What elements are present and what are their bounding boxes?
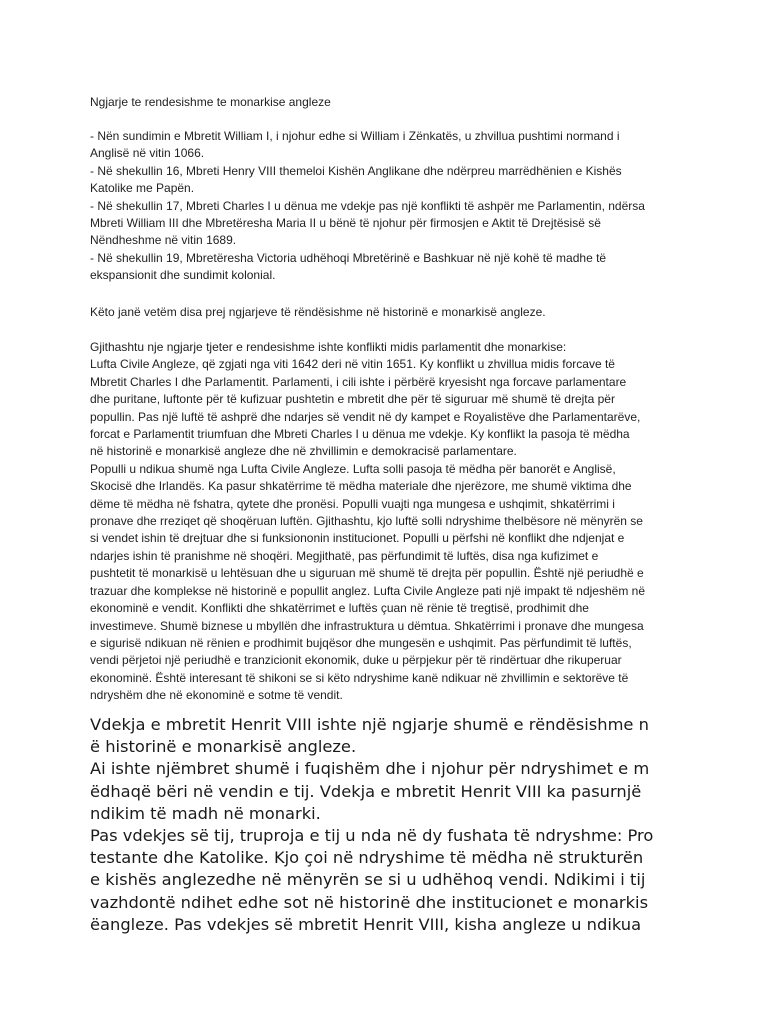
paragraph-line: popullin. Pas një luftë të ashprë dhe ndarjes së vendit në dy kampet e Royalistëve dhe Parlamentarëve, (90, 409, 641, 424)
paragraph-line: ndryshëm dhe në ekonominë e sotme të vendit. (90, 688, 343, 703)
paragraph-line: Pas vdekjes së tij, truproja e tij u nda në dy fushata të ndryshme: Pro (90, 826, 654, 846)
paragraph-line: pushtetit të monarkisë u lehtësuan dhe u siguruan më shumë të drejta për popullin. Është një periudhë e (90, 566, 644, 581)
paragraph-line: e sigurisë ndikuan në rënien e prodhimit bujqësor dhe mungesën e ushqimit. Pas përfundimit të luftës, (90, 635, 632, 650)
paragraph-line: trazuar dhe komplekse në historinë e popullit anglez. Lufta Civile Angleze pati një impakt të ndjeshëm në (90, 583, 645, 598)
paragraph-line: Gjithashtu nje ngjarje tjeter e rendesishme ishte konflikti midis parlamentit dhe monarkise: (90, 340, 567, 354)
paragraph-line: ëdhaqë bëri në vendin e tij. Vdekja e mbretit Henrit VIII ka pasurnjë (90, 781, 642, 801)
paragraph-line: Ai ishte njëmbret shumë i fuqishëm dhe i njohur për ndryshimet e m (90, 759, 650, 779)
list-item (90, 198, 690, 250)
summary-text: Këto janë vetëm disa prej ngjarjeve të rëndësishme në historinë e monarkisë angleze. (90, 305, 546, 319)
civil-war-paragraph (90, 339, 690, 705)
list-item (90, 128, 690, 163)
paragraph-line: Vdekja e mbretit Henrit VIII ishte një ngjarje shumë e rëndësishme n (90, 715, 649, 734)
paragraph-line: dëme të mëdha në fshatra, qytete dhe pronësi. Populli vuajti nga mungesa e ushqimit, shkatërrimi i (90, 496, 615, 511)
paragraph-line: në historinë e monarkisë angleze dhe në zhvillimin e demokracisë parlamentare. (90, 444, 517, 459)
document-title (90, 94, 690, 111)
list-item-line: Katolike me Papën. (90, 181, 195, 196)
list-item (90, 163, 690, 198)
list-item-line: Mbreti William III dhe Mbretëresha Maria II u bënë të njohur për firmosjen e Aktit të Drejtësisë së (90, 216, 601, 231)
title-text: Ngjarje te rendesishme te monarkise angleze (90, 95, 331, 109)
paragraph-line: ndarjes ishin të pranishme në shoqëri. Megjithatë, pas përfundimit të luftës, disa nga kufizimet e (90, 548, 599, 563)
list-item-line: Nëndheshme në vitin 1689. (90, 233, 237, 248)
summary-paragraph (90, 304, 690, 321)
list-item-line: ekspansionit dhe sundimit kolonial. (90, 268, 276, 283)
list-item-line: - Në shekullin 17, Mbreti Charles I u dënua me vdekje pas një konflikti të ashpër me Parlamentin, ndërsa (90, 198, 645, 213)
paragraph-line: ekonominë. Është interesant të shikoni se si këto ndryshime kanë ndikuar në zhvillimin e sektorëve të (90, 670, 629, 685)
paragraph-line: forcat e Parlamentit triumfuan dhe Mbreti Charles I u dënua me vdekje. Ky konflikt la pasoja të mëdha (90, 427, 630, 442)
list-item-line: - Në shekullin 19, Mbretëresha Victoria udhëhoqi Mbretërinë e Bashkuar në një kohë të madhe të (90, 250, 607, 265)
list-item-line: - Në shekullin 16, Mbreti Henry VIII themeloi Kishën Anglikane dhe ndërpreu marrëdhënien e Kishës (90, 163, 622, 178)
list-item-line: - Nën sundimin e Mbretit William I, i njohur edhe si William i Zënkatës, u zhvillua pushtimi normand i (90, 129, 620, 143)
paragraph-line: ë historinë e monarkisë angleze. (90, 737, 357, 757)
paragraph-line: ëangleze. Pas vdekjes së mbretit Henrit VIII, kisha angleze u ndikua (90, 914, 642, 934)
paragraph-line: si vendet ishin të drejtuar dhe si funksiononin institucionet. Populli u përfshi në konflikt dhe ndjenjat e (90, 531, 625, 546)
henry-viii-paragraph (90, 714, 680, 936)
paragraph-line: investimeve. Shumë biznese u mbyllën dhe infrastruktura u dëmtua. Shkatërrimi i pronave dhe mungesa (90, 618, 644, 633)
paragraph-line: ekonominë e vendit. Konflikti dhe shkatërrimet e luftës çuan në rënie të tregtisë, prodhimit dhe (90, 601, 589, 616)
paragraph-line: e kishës anglezedhe në mënyrën se si u udhëhoq vendi. Ndikimi i tij (90, 870, 646, 890)
paragraph-line: Populli u ndikua shumë nga Lufta Civile Angleze. Lufta solli pasoja të mëdha për banorët e Anglisë, (90, 461, 616, 476)
paragraph-line: Skocisë dhe Irlandës. Ka pasur shkatërrime të mëdha materiale dhe njerëzore, me shumë viktima dhe (90, 479, 632, 494)
paragraph-line: Mbretit Charles I dhe Parlamentit. Parlamenti, i cili ishte i përbërë kryesisht nga forcave parlamentare (90, 374, 627, 389)
paragraph-line: vendi përjetoi një periudhë e tranzicionit ekonomik, duke u përpjekur për të rindërtuar dhe rikuperuar (90, 653, 622, 668)
list-item (90, 250, 690, 285)
paragraph-line: Lufta Civile Angleze, që zgjati nga viti 1642 deri në vitin 1651. Ky konflikt u zhvillua midis forcave të (90, 357, 615, 372)
paragraph-line: pronave dhe rreziqet që shoqëruan luftën. Gjithashtu, kjo luftë solli ndryshime thelbësore në mënyrën se (90, 514, 643, 529)
paragraph-line: vazhdontë ndihet edhe sot në historinë dhe institucionet e monarkis (90, 892, 649, 912)
paragraph-line: ndikim të madh në monarki. (90, 803, 321, 823)
paragraph-line: dhe puritane, luftonte për të kufizuar pushtetin e mbretit dhe për të siguruar më shumë të drejta për (90, 392, 615, 407)
list-item-line: Anglisë në vitin 1066. (90, 146, 205, 161)
events-list (90, 128, 690, 285)
paragraph-line: testante dhe Katolike. Kjo çoi në ndryshime të mëdha në strukturën (90, 848, 644, 868)
